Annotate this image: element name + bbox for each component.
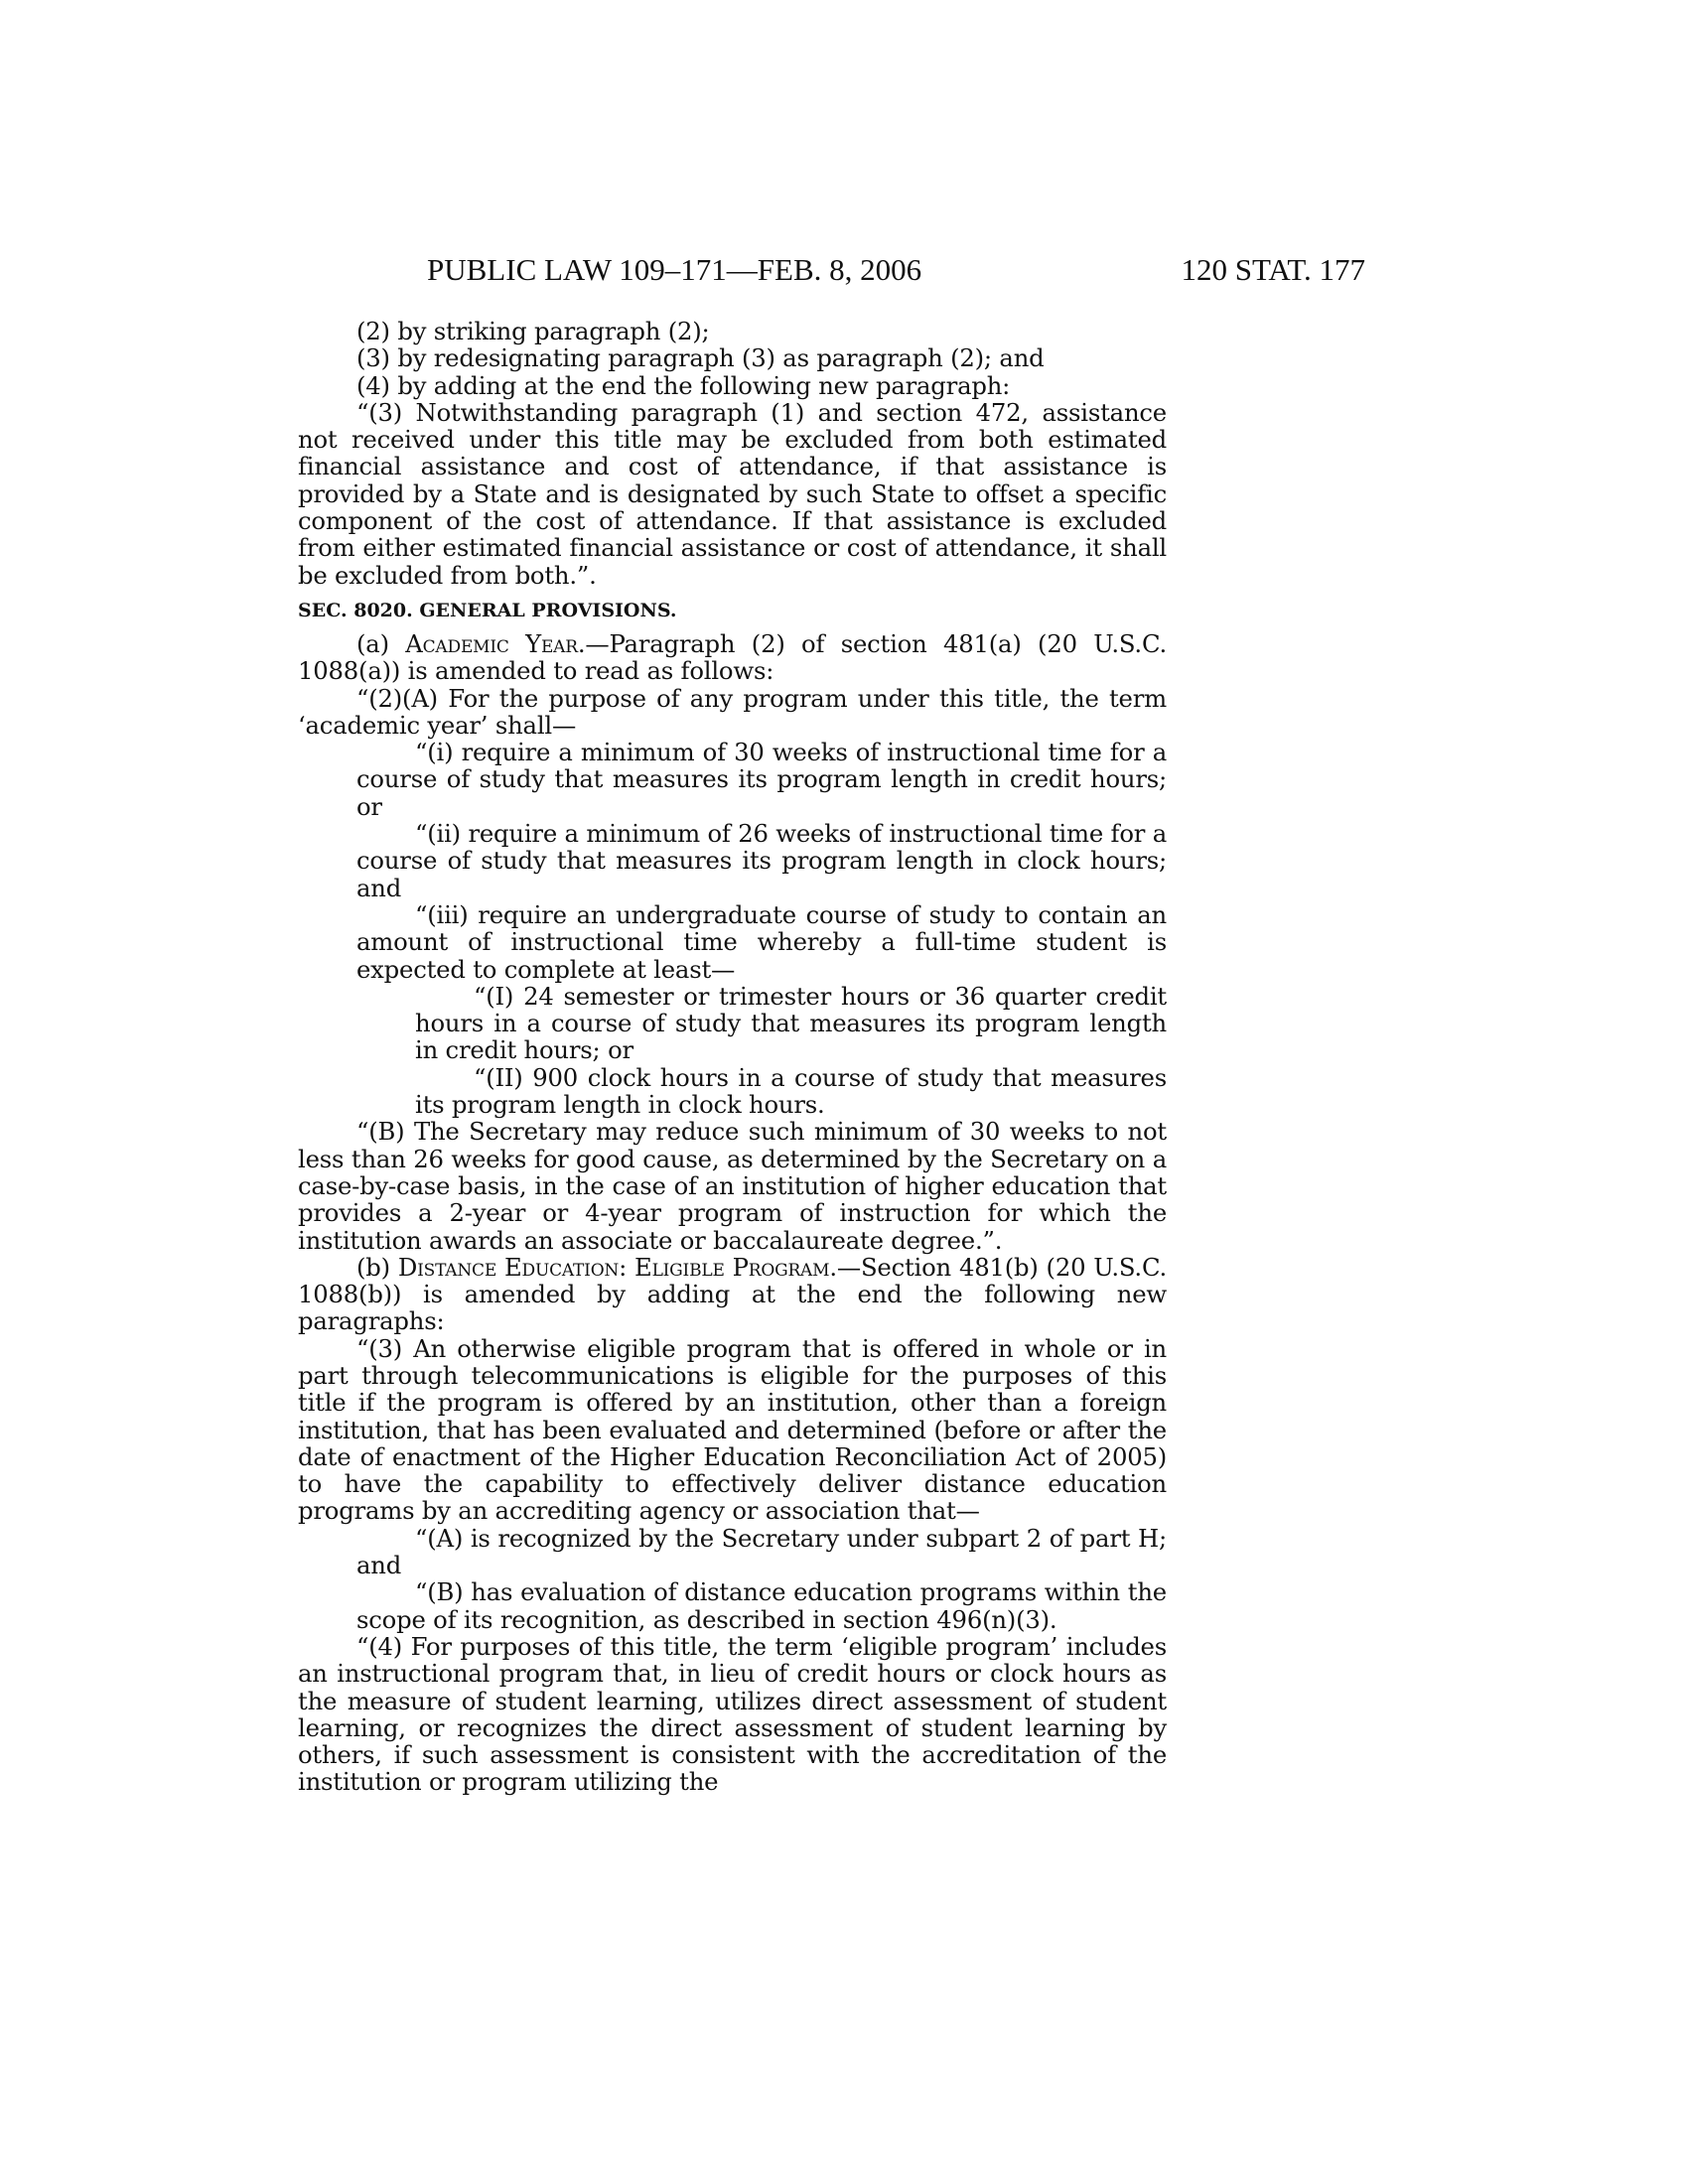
subsection-a-text: .—Paragraph (2) of section 481(a) (20 U.S.C. 1088(a)) is amended to read as follows: (298, 628, 1167, 686)
amend-para-3: (3) by redesignating paragraph (3) as paragraph (2); and (356, 343, 1045, 373)
clause-iii: “(iii) require an undergraduate course of study to contain an amount of instructional time whereby a full-time student is expected to complete at least— (356, 899, 1167, 984)
document-body (298, 318, 1167, 1796)
page-header (427, 250, 1365, 290)
subclause-I: “(I) 24 semester or trimester hours or 36 quarter credit hours in a course of study that measures its program length in credit hours; or (415, 981, 1167, 1065)
subparagraph-b: “(B) has evaluation of distance education programs within the scope of its recognition, as described in section 496(n)(3). (356, 1577, 1167, 1634)
quoted-paragraph-3-distance: “(3) An otherwise eligible program that is offered in whole or in part through telecommunications is eligible for the purposes of this title if the program is offered by an institution, other than a foreign institution, that has been evaluated and determined (before or after the date of enactment of the Higher Education Reconciliation Act of 2005) to have the capability to effectively deliver distance education programs by an accrediting agency or association that— (298, 1333, 1167, 1526)
section-heading: SEC. 8020. GENERAL PROVISIONS. (298, 599, 677, 621)
quoted-subparagraph-b: “(B) The Secretary may reduce such minimum of 30 weeks to not less than 26 weeks for good cause, as determined by the Secretary on a case-by-case basis, in the case of an institution of higher education that provides a 2-year or 4-year program of instruction for which the institution awards an associate or baccalaureate degree.”. (298, 1117, 1167, 1255)
subsection-a-prefix: (a) (356, 628, 406, 658)
subsection-b-heading: Distance Education: Eligible Program (397, 1252, 830, 1282)
subsection-a-heading: Academic Year (405, 628, 578, 658)
page-stat-number: 120 STAT. 177 (1181, 252, 1365, 287)
quoted-paragraph-3: “(3) Notwithstanding paragraph (1) and section 472, assistance not received under this title may be excluded from both estimated financial assistance and cost of attendance, if that assistance is provided by a State and is designated by such State to offset a specific component of the cost of attendance. If that assistance is excluded from either estimated financial assistance or cost of attendance, it shall be excluded from both.”. (298, 397, 1167, 590)
amend-para-4: (4) by adding at the end the following new paragraph: (356, 370, 1011, 400)
subclause-II: “(II) 900 clock hours in a course of study that measures its program length in clock hours. (415, 1062, 1167, 1120)
quoted-paragraph-2a: “(2)(A) For the purpose of any program under this title, the term ‘academic year’ shall— (298, 683, 1167, 740)
clause-i: “(i) require a minimum of 30 weeks of instructional time for a course of study that measures its program length in credit hours; or (356, 738, 1167, 821)
subparagraph-a: “(A) is recognized by the Secretary under subpart 2 of part H; and (356, 1523, 1167, 1580)
subsection-b-text: .—Section 481(b) (20 U.S.C. 1088(b)) is amended by adding at the end the following new paragraphs: (298, 1252, 1168, 1336)
quoted-paragraph-4: “(4) For purposes of this title, the term ‘eligible program’ includes an instructional program that, in lieu of credit hours or clock hours as the measure of student learning, utilizes direct assessment of student learning, or recognizes the direct assessment of student learning by others, if such assessment is consistent with the accreditation of the institution or program utilizing the (298, 1631, 1167, 1797)
amend-para-2: (2) by striking paragraph (2); (356, 317, 710, 345)
running-head-title: PUBLIC LAW 109–171—FEB. 8, 2006 (427, 252, 922, 287)
subsection-a (298, 630, 1167, 685)
subsection-b (298, 1254, 1167, 1335)
clause-ii: “(ii) require a minimum of 26 weeks of instructional time for a course of study that measures its program length in clock hours; and (356, 819, 1167, 902)
subsection-b-prefix: (b) (356, 1252, 398, 1282)
